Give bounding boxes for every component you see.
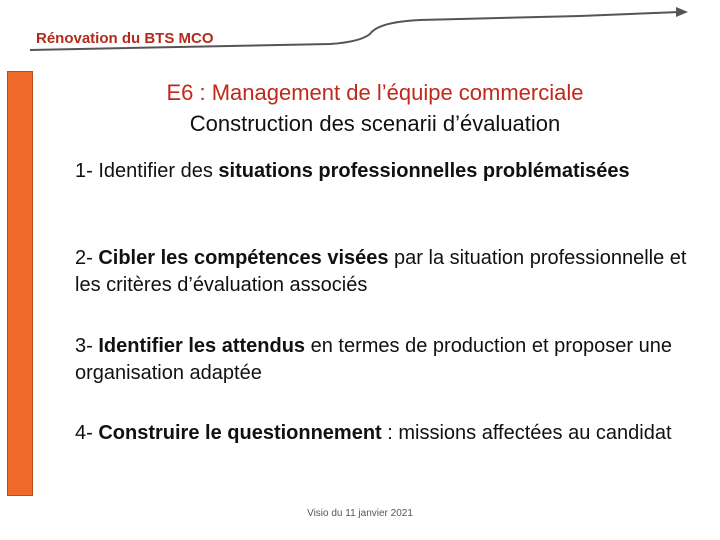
footer-date: Visio du 11 janvier 2021 — [307, 508, 413, 519]
list-item: 4- Construire le questionnement : missions affectées au candidat — [75, 422, 672, 444]
slide-title: E6 : Management de l’équipe commerciale — [166, 80, 584, 105]
slide-subtitle: Construction des scenarii d’évaluation — [189, 111, 561, 136]
accent-side-bar — [7, 71, 33, 496]
list-item: 3- Identifier les attendus en termes de production et proposer une organisation adaptée — [75, 335, 672, 384]
header-title: Rénovation du BTS MCO — [36, 30, 214, 47]
arrow-head-icon — [676, 7, 688, 17]
list-item: 1- Identifier des situations professionnelles problématisées — [75, 160, 630, 182]
list-item: 2- Cibler les compétences visées par la situation professionnelle et les critères d’évaluation associés — [75, 247, 687, 296]
